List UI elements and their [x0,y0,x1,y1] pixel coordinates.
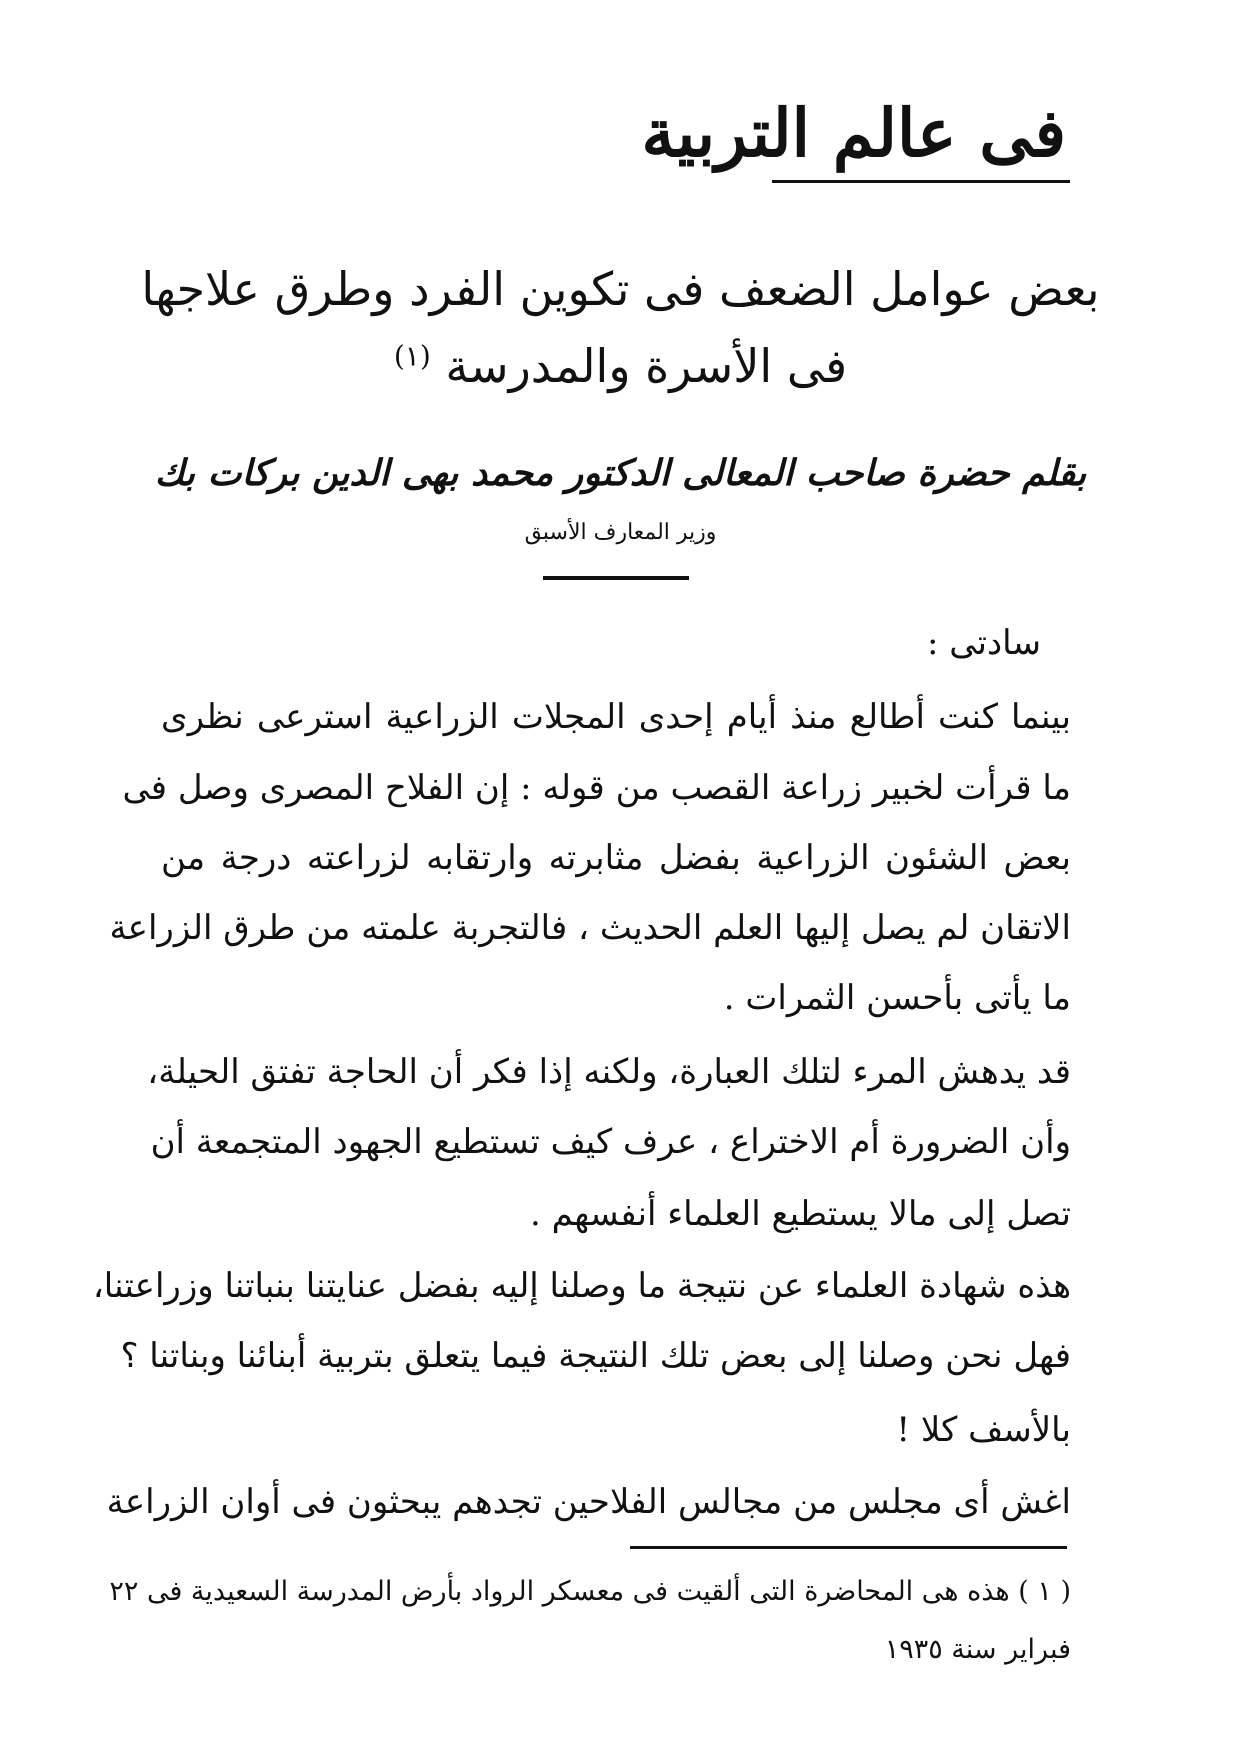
body-line: تصل إلى مالا يستطيع العلماء أنفسهم . [530,1194,1071,1234]
section-title: فى عالم التربية [641,94,1066,172]
body-line: الاتقان لم يصل إليها العلم الحديث ، فالتجربة علمته من طرق الزراعة [109,908,1071,948]
body-line: فهل نحن وصلنا إلى بعض تلك النتيجة فيما يتعلق بتربية أبنائنا وبناتنا ؟ [120,1336,1071,1376]
footnote-separator-rule [630,1546,1067,1549]
footnote-reference: (١) [393,339,431,373]
footnote-line-2: فبراير سنة ١٩٣٥ [884,1634,1071,1665]
article-title-line-2-text: فى الأسرة والمدرسة [445,339,848,393]
body-line: بعض الشئون الزراعية بفضل مثابرته وارتقابه لزراعته درجة من [161,838,1071,878]
body-line: هذه شهادة العلماء عن نتيجة ما وصلنا إليه بفضل عنايتنا بنباتنا وزراعتنا، [92,1266,1071,1306]
article-title-line-2 [100,339,1141,394]
body-line: ما يأتى بأحسن الثمرات . [723,978,1071,1018]
section-title-underline [772,180,1070,183]
author-byline: بقلم حضرة صاحب المعالى الدكتور محمد بهى الدين بركات بك [154,452,1087,494]
footnote-line-1: ( ١ ) هذه هى المحاضرة التى ألقيت فى معسكر الرواد بأرض المدرسة السعيدية فى ٢٢ [109,1576,1071,1607]
body-line: اغش أى مجلس من مجالس الفلاحين تجدهم يبحثون فى أوان الزراعة [106,1482,1071,1522]
title-separator-rule [543,576,689,580]
body-line: قد يدهش المرء لتلك العبارة، ولكنه إذا فكر أن الحاجة تفتق الحيلة، [147,1052,1071,1092]
author-role: وزير المعارف الأسبق [524,520,717,545]
body-line: وأن الضرورة أم الاختراع ، عرف كيف تستطيع الجهود المتجمعة أن [150,1122,1071,1162]
salutation: سادتى : [926,623,1041,663]
article-title-line-1: بعض عوامل الضعف فى تكوين الفرد وطرق علاجها [141,262,1100,316]
body-line: بالأسف كلا ! [896,1410,1071,1450]
body-line: ما قرأت لخبير زراعة القصب من قوله : إن الفلاح المصرى وصل فى [122,768,1071,808]
body-line: بينما كنت أطالع منذ أيام إحدى المجلات الزراعية استرعى نظرى [161,697,1071,737]
